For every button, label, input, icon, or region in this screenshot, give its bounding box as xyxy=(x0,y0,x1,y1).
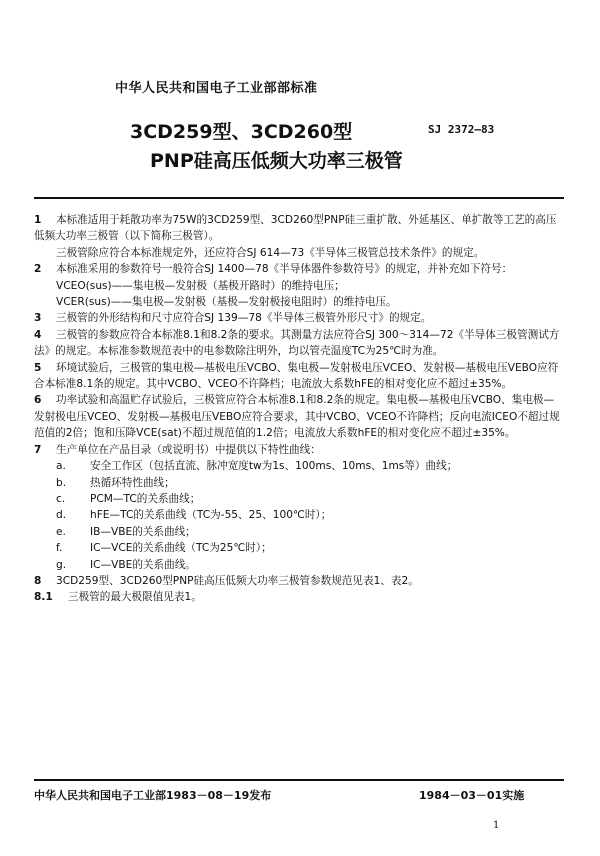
clause-text: VCER(sus)——集电极—发射极（基极—发射极接电阻时）的维持电压。 xyxy=(56,296,397,309)
curve-label: e. xyxy=(56,525,66,538)
curve-text: PCM—TC的关系曲线； xyxy=(90,492,201,505)
clause-number: 6 xyxy=(34,394,42,407)
curve-label: a. xyxy=(56,460,66,473)
curve-text: IB—VBE的关系曲线； xyxy=(90,525,196,538)
clause-text: 环境试验后，三极管的集电极—基极电压VCBO、集电极—发射极电压VCEO、发射极—基极电压VEBO应符合本标准8.1条的规定。其中VCBO、VCEO不许降档；电流放大系数hFE的相对变化应不超过±35%。 xyxy=(34,361,559,391)
clause-text: 生产单位在产品目录（或说明书）中提供以下特性曲线： xyxy=(56,443,321,456)
curve-text: hFE—TC的关系曲线（TC为-55、25、100℃时）； xyxy=(90,509,332,522)
clause-number: 1 xyxy=(34,214,42,226)
curve-item-d xyxy=(34,507,564,523)
clause-2 xyxy=(34,261,564,277)
curve-item-e xyxy=(34,524,564,540)
title-line-2: PNP硅高压低频大功率三极管 xyxy=(150,150,403,172)
clause-7 xyxy=(34,442,564,458)
curve-label: g. xyxy=(56,558,67,571)
curve-label: f. xyxy=(56,542,63,555)
curve-text: 热循环特性曲线； xyxy=(90,476,175,489)
standard-number: SJ 2372—83 xyxy=(428,123,495,136)
curve-label: c. xyxy=(56,492,66,505)
curve-text: IC—VBE的关系曲线。 xyxy=(90,558,196,571)
clause-text: VCEO(sus)——集电极—发射极（基极开路时）的维持电压； xyxy=(56,279,345,292)
effective-date: 1984－03－01实施 xyxy=(419,789,525,802)
clause-number: 8.1 xyxy=(34,591,53,604)
bottom-rule xyxy=(34,779,564,781)
curve-item-b xyxy=(34,475,564,491)
clause-3 xyxy=(34,310,564,326)
document-body xyxy=(34,212,564,606)
symbol-definition-vceo xyxy=(34,278,564,294)
page-number: 1 xyxy=(493,820,500,831)
issuing-organization: 中华人民共和国电子工业部部标准 xyxy=(115,81,318,96)
clause-text: 3CD259型、3CD260型PNP硅高压低频大功率三极管参数规范见表1、表2。 xyxy=(56,574,419,587)
clause-6 xyxy=(34,392,564,441)
issue-date: 中华人民共和国电子工业部1983－08－19发布 xyxy=(34,789,272,802)
clause-5 xyxy=(34,360,564,393)
curve-item-g xyxy=(34,557,564,573)
curve-label: d. xyxy=(56,509,67,522)
symbol-definition-vcer xyxy=(34,294,564,310)
curve-item-a xyxy=(34,458,564,474)
clause-1-para-2 xyxy=(34,245,564,261)
curve-item-c xyxy=(34,491,564,507)
clause-text: 三极管除应符合本标准规定外，还应符合SJ 614—73《半导体三极管总技术条件》的规定。 xyxy=(56,246,485,259)
clause-1 xyxy=(34,212,564,245)
curve-text: IC—VCE的关系曲线（TC为25℃时）； xyxy=(90,542,272,555)
clause-text: 本标准适用于耗散功率为75W的3CD259型、3CD260型PNP硅三重扩散、外延基区、单扩散等工艺的高压低频大功率三极管（以下简称三极管）。 xyxy=(34,214,557,243)
clause-8 xyxy=(34,573,564,589)
curve-label: b. xyxy=(56,476,67,489)
clause-number: 2 xyxy=(34,263,42,276)
clause-8-1 xyxy=(34,589,564,605)
clause-number: 7 xyxy=(34,443,42,456)
clause-text: 功率试验和高温贮存试验后，三极管应符合本标准8.1和8.2条的规定。集电极—基极电压VCBO、集电极—发射极电压VCEO、发射极—基极电压VEBO应符合要求，其中VCBO、VCEO不许降档；反向电流ICEO不超过规范值的2倍；饱和压降VCE(sat)不超过规范值的1.2倍；电流放大系数hFE的相对变化应不超过±35%。 xyxy=(34,394,560,440)
clause-text: 三极管的外形结构和尺寸应符合SJ 139—78《半导体三极管外形尺寸》的规定。 xyxy=(56,312,432,325)
clause-number: 4 xyxy=(34,328,42,341)
clause-number: 8 xyxy=(34,574,42,587)
curve-item-f xyxy=(34,540,564,556)
title-line-1: 3CD259型、3CD260型 xyxy=(130,121,353,143)
clause-number: 5 xyxy=(34,361,42,374)
clause-text: 三极管的参数应符合本标准8.1和8.2条的要求。其测量方法应符合SJ 300～314—72《半导体三极管测试方法》的规定。本标准参数规范表中的电参数除注明外，均以管壳温度TC为25℃时为准。 xyxy=(34,328,560,358)
top-rule xyxy=(34,197,564,199)
curve-text: 安全工作区（包括直流、脉冲宽度tw为1s、100ms、10ms、1ms等）曲线； xyxy=(90,460,458,473)
clause-text: 三极管的最大极限值见表1。 xyxy=(68,591,202,604)
clause-number: 3 xyxy=(34,312,42,325)
clause-4 xyxy=(34,327,564,360)
clause-text: 本标准采用的参数符号一般符合SJ 1400—78《半导体器件参数符号》的规定，并补充如下符号： xyxy=(56,263,513,276)
